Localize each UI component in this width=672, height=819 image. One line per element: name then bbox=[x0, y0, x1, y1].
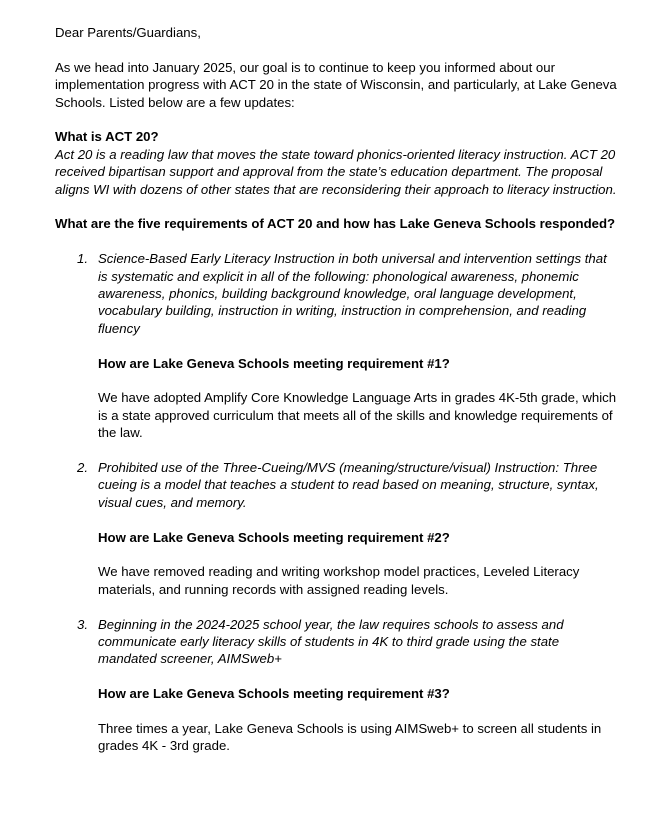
intro-paragraph: As we head into January 2025, our goal is to continue to keep you informed about our implementation progress with ACT 20 in the state of Wisconsin, and particularly, at Lake Geneva Schools. Listed below are a few updates: bbox=[55, 59, 617, 110]
requirement-item-2 bbox=[55, 459, 625, 616]
requirement-text: Prohibited use of the Three-Cueing/MVS (meaning/structure/visual) Instruction: Three cueing is a model that teaches a student to read based on meaning, structure, syntax, visual cues, and memory. bbox=[98, 460, 599, 510]
response-text: We have removed reading and writing workshop model practices, Leveled Literacy materials, and running records with assigned reading levels. bbox=[98, 564, 580, 597]
response-heading: How are Lake Geneva Schools meeting requirement #3? bbox=[98, 686, 450, 702]
list-number: 3. bbox=[77, 616, 88, 632]
list-number: 2. bbox=[77, 460, 88, 476]
greeting: Dear Parents/Guardians, bbox=[55, 25, 201, 40]
requirement-text: Beginning in the 2024-2025 school year, the law requires schools to assess and communicate early literacy skills of students in 4K to third grade using the state mandated screener, AIMSweb+ bbox=[98, 616, 564, 667]
response-heading: How are Lake Geneva Schools meeting requirement #1? bbox=[98, 355, 450, 371]
list-number: 1. bbox=[77, 251, 88, 267]
requirement-item-3 bbox=[55, 616, 625, 755]
requirement-item-1 bbox=[55, 250, 625, 459]
requirements-list bbox=[55, 250, 625, 755]
what-is-act20-body: Act 20 is a reading law that moves the state toward phonics-oriented literacy instruction. ACT 20 received bipartisan support and approval from the state’s education department. The proposal aligns WI with dozens of other states that are reconsidering their approach to literacy instruction. bbox=[55, 146, 617, 197]
requirement-text: Science-Based Early Literacy Instruction in both universal and intervention settings that is systematic and explicit in all of the following: phonological awareness, phonemic awareness, phonics, building background knowledge, oral language development, vocabulary building, instruction in writing, instruction in comprehension, and reading fluency bbox=[98, 251, 607, 336]
response-heading: How are Lake Geneva Schools meeting requirement #2? bbox=[98, 529, 450, 545]
response-text: Three times a year, Lake Geneva Schools is using AIMSweb+ to screen all students in grades 4K - 3rd grade. bbox=[98, 721, 602, 754]
requirements-heading: What are the five requirements of ACT 20 and how has Lake Geneva Schools responded? bbox=[55, 216, 616, 232]
response-text: We have adopted Amplify Core Knowledge Language Arts in grades 4K-5th grade, which is a state approved curriculum that meets all of the skills and knowledge requirements of the law. bbox=[98, 390, 617, 441]
what-is-act20-heading: What is ACT 20? bbox=[55, 129, 159, 145]
letter-page bbox=[55, 24, 625, 755]
